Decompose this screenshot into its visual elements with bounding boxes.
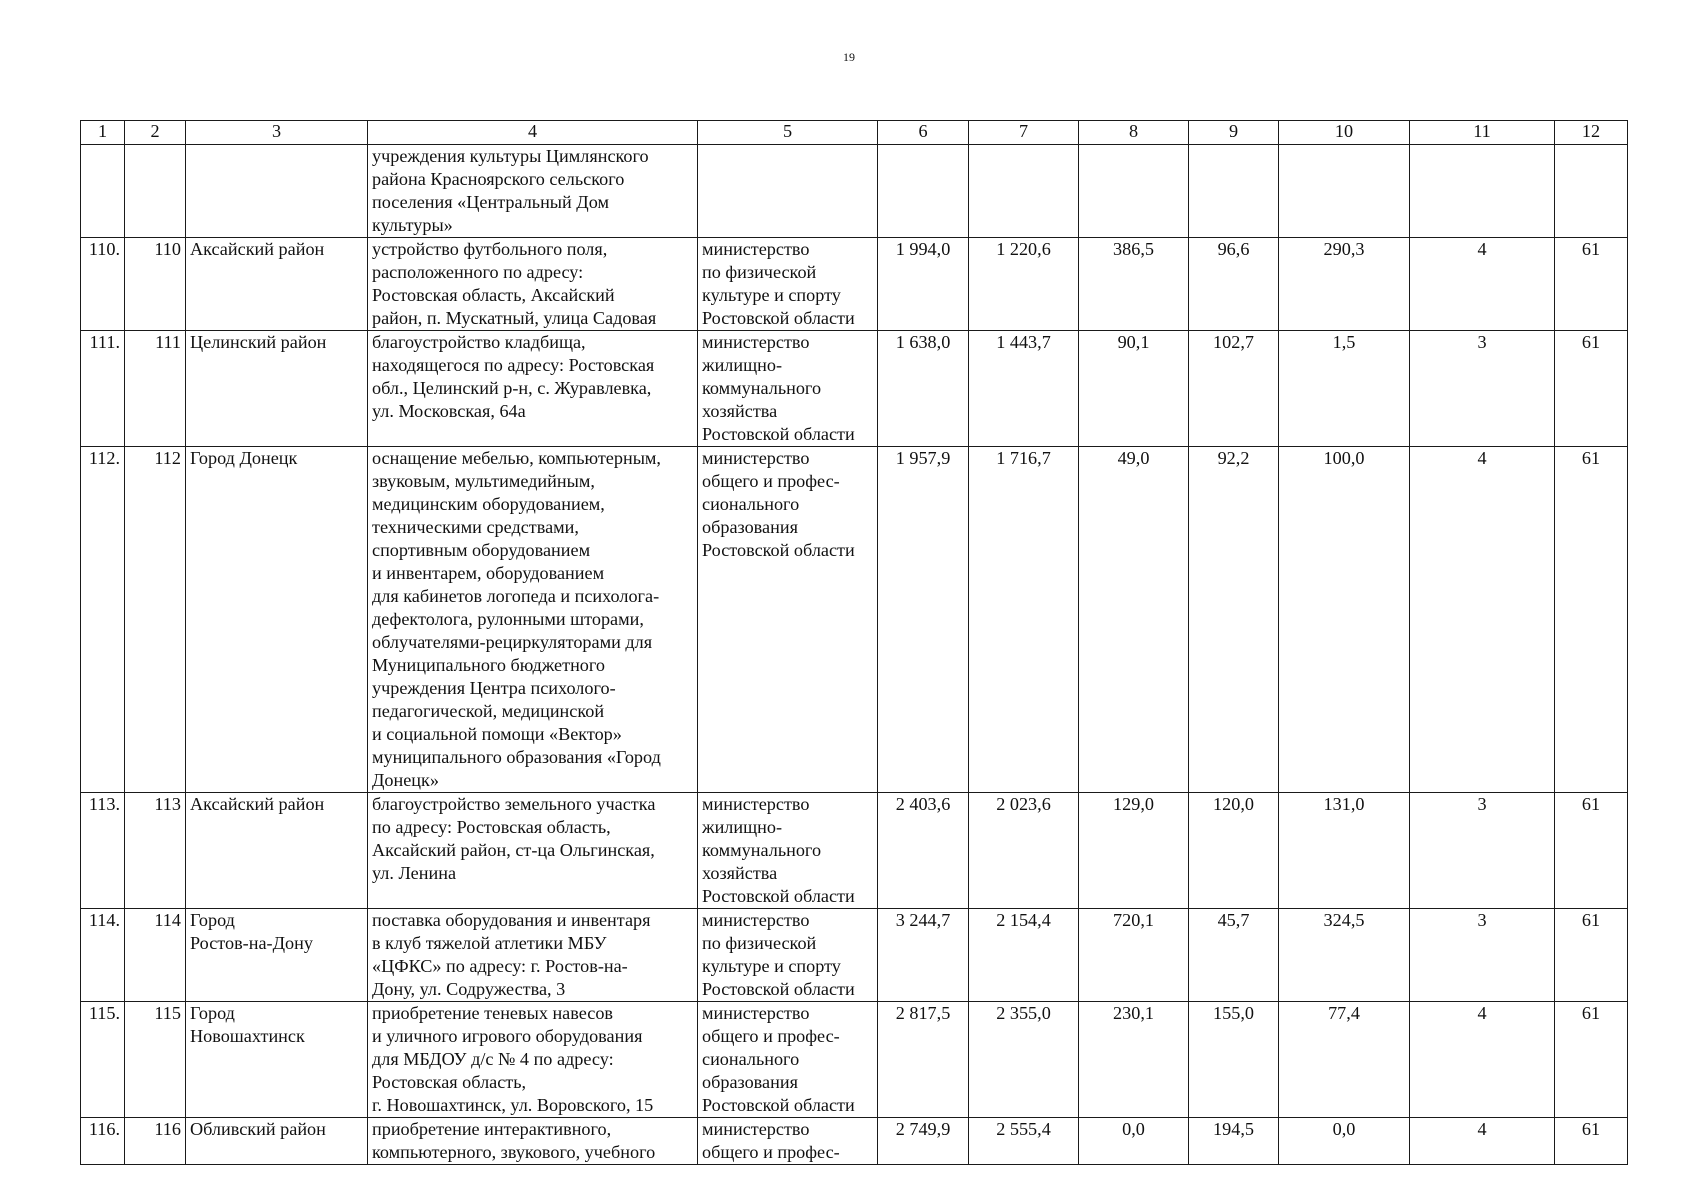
table-row bbox=[81, 909, 1628, 1002]
table-row bbox=[81, 793, 1628, 909]
row-index-cell: 116. bbox=[81, 1118, 125, 1165]
other-funding-cell: 324,5 bbox=[1279, 909, 1410, 1002]
municipality-cell: Город Ростов-на-Дону bbox=[186, 909, 368, 1002]
total-amount-cell: 1 957,9 bbox=[878, 447, 969, 793]
score-cell: 61 bbox=[1555, 1118, 1628, 1165]
table-row bbox=[81, 238, 1628, 331]
other-funding-cell: 131,0 bbox=[1279, 793, 1410, 909]
score-cell: 61 bbox=[1555, 793, 1628, 909]
total-amount-cell: 2 403,6 bbox=[878, 793, 969, 909]
municipality-cell: Город Донецк bbox=[186, 447, 368, 793]
extra-funding-cell: 194,5 bbox=[1189, 1118, 1279, 1165]
row-number-cell: 112 bbox=[125, 447, 186, 793]
project-description-cell: благоустройство земельного участка по адресу: Ростовская область, Аксайский район, ст-ца Ольгинская, ул. Ленина bbox=[368, 793, 698, 909]
row-number-cell: 111 bbox=[125, 331, 186, 447]
municipality-cell: Целинский район bbox=[186, 331, 368, 447]
row-index-cell: 111. bbox=[81, 331, 125, 447]
table-row bbox=[81, 1118, 1628, 1165]
total-amount-cell bbox=[878, 145, 969, 238]
row-index-cell bbox=[81, 145, 125, 238]
regional-budget-cell: 2 154,4 bbox=[969, 909, 1079, 1002]
extra-funding-cell: 96,6 bbox=[1189, 238, 1279, 331]
criteria-count-cell: 4 bbox=[1410, 1002, 1555, 1118]
local-budget-cell: 0,0 bbox=[1079, 1118, 1189, 1165]
project-description-cell: устройство футбольного поля, расположенного по адресу: Ростовская область, Аксайский район, п. Мускатный, улица Садовая bbox=[368, 238, 698, 331]
row-index-cell: 110. bbox=[81, 238, 125, 331]
total-amount-cell: 3 244,7 bbox=[878, 909, 969, 1002]
local-budget-cell: 90,1 bbox=[1079, 331, 1189, 447]
extra-funding-cell: 45,7 bbox=[1189, 909, 1279, 1002]
municipality-cell: Обливский район bbox=[186, 1118, 368, 1165]
local-budget-cell: 720,1 bbox=[1079, 909, 1189, 1002]
score-cell: 61 bbox=[1555, 909, 1628, 1002]
responsible-ministry-cell: министерство по физической культуре и спорту Ростовской области bbox=[698, 909, 878, 1002]
row-number-cell: 113 bbox=[125, 793, 186, 909]
regional-budget-cell: 1 443,7 bbox=[969, 331, 1079, 447]
responsible-ministry-cell bbox=[698, 145, 878, 238]
column-number: 5 bbox=[698, 121, 878, 145]
regional-budget-cell: 2 023,6 bbox=[969, 793, 1079, 909]
column-number-row bbox=[81, 121, 1628, 145]
local-budget-cell bbox=[1079, 145, 1189, 238]
local-budget-cell: 129,0 bbox=[1079, 793, 1189, 909]
total-amount-cell: 1 638,0 bbox=[878, 331, 969, 447]
total-amount-cell: 1 994,0 bbox=[878, 238, 969, 331]
project-description-cell: поставка оборудования и инвентаря в клуб тяжелой атлетики МБУ «ЦФКС» по адресу: г. Ростов-на- Дону, ул. Содружества, 3 bbox=[368, 909, 698, 1002]
extra-funding-cell bbox=[1189, 145, 1279, 238]
row-number-cell: 115 bbox=[125, 1002, 186, 1118]
other-funding-cell: 100,0 bbox=[1279, 447, 1410, 793]
criteria-count-cell bbox=[1410, 145, 1555, 238]
total-amount-cell: 2 817,5 bbox=[878, 1002, 969, 1118]
column-number: 6 bbox=[878, 121, 969, 145]
responsible-ministry-cell: министерство общего и профес- bbox=[698, 1118, 878, 1165]
table-row bbox=[81, 447, 1628, 793]
column-number: 9 bbox=[1189, 121, 1279, 145]
criteria-count-cell: 3 bbox=[1410, 793, 1555, 909]
column-number: 10 bbox=[1279, 121, 1410, 145]
criteria-count-cell: 4 bbox=[1410, 447, 1555, 793]
other-funding-cell: 0,0 bbox=[1279, 1118, 1410, 1165]
score-cell: 61 bbox=[1555, 447, 1628, 793]
regional-budget-cell bbox=[969, 145, 1079, 238]
row-index-cell: 114. bbox=[81, 909, 125, 1002]
funding-table bbox=[80, 120, 1628, 1165]
responsible-ministry-cell: министерство общего и профес- сионального образования Ростовской области bbox=[698, 447, 878, 793]
table-row bbox=[81, 145, 1628, 238]
criteria-count-cell: 4 bbox=[1410, 1118, 1555, 1165]
extra-funding-cell: 120,0 bbox=[1189, 793, 1279, 909]
other-funding-cell bbox=[1279, 145, 1410, 238]
regional-budget-cell: 1 220,6 bbox=[969, 238, 1079, 331]
municipality-cell: Аксайский район bbox=[186, 793, 368, 909]
score-cell bbox=[1555, 145, 1628, 238]
municipality-cell: Город Новошахтинск bbox=[186, 1002, 368, 1118]
column-number: 7 bbox=[969, 121, 1079, 145]
row-number-cell: 114 bbox=[125, 909, 186, 1002]
column-number: 4 bbox=[368, 121, 698, 145]
criteria-count-cell: 4 bbox=[1410, 238, 1555, 331]
table-row bbox=[81, 331, 1628, 447]
column-number: 11 bbox=[1410, 121, 1555, 145]
criteria-count-cell: 3 bbox=[1410, 331, 1555, 447]
row-index-cell: 115. bbox=[81, 1002, 125, 1118]
score-cell: 61 bbox=[1555, 331, 1628, 447]
responsible-ministry-cell: министерство общего и профес- сионального образования Ростовской области bbox=[698, 1002, 878, 1118]
project-description-cell: учреждения культуры Цимлянского района Красноярского сельского поселения «Центральный Дом культуры» bbox=[368, 145, 698, 238]
column-number: 12 bbox=[1555, 121, 1628, 145]
regional-budget-cell: 2 355,0 bbox=[969, 1002, 1079, 1118]
row-number-cell bbox=[125, 145, 186, 238]
column-number: 3 bbox=[186, 121, 368, 145]
column-number: 1 bbox=[81, 121, 125, 145]
extra-funding-cell: 102,7 bbox=[1189, 331, 1279, 447]
municipality-cell: Аксайский район bbox=[186, 238, 368, 331]
column-number: 8 bbox=[1079, 121, 1189, 145]
other-funding-cell: 77,4 bbox=[1279, 1002, 1410, 1118]
municipality-cell bbox=[186, 145, 368, 238]
local-budget-cell: 386,5 bbox=[1079, 238, 1189, 331]
score-cell: 61 bbox=[1555, 1002, 1628, 1118]
score-cell: 61 bbox=[1555, 238, 1628, 331]
extra-funding-cell: 92,2 bbox=[1189, 447, 1279, 793]
other-funding-cell: 1,5 bbox=[1279, 331, 1410, 447]
local-budget-cell: 230,1 bbox=[1079, 1002, 1189, 1118]
page-number: 19 bbox=[843, 50, 855, 64]
regional-budget-cell: 2 555,4 bbox=[969, 1118, 1079, 1165]
column-number: 2 bbox=[125, 121, 186, 145]
row-number-cell: 116 bbox=[125, 1118, 186, 1165]
total-amount-cell: 2 749,9 bbox=[878, 1118, 969, 1165]
responsible-ministry-cell: министерство жилищно- коммунального хозяйства Ростовской области bbox=[698, 793, 878, 909]
row-number-cell: 110 bbox=[125, 238, 186, 331]
regional-budget-cell: 1 716,7 bbox=[969, 447, 1079, 793]
row-index-cell: 113. bbox=[81, 793, 125, 909]
criteria-count-cell: 3 bbox=[1410, 909, 1555, 1002]
project-description-cell: приобретение интерактивного, компьютерного, звукового, учебного bbox=[368, 1118, 698, 1165]
project-description-cell: благоустройство кладбища, находящегося по адресу: Ростовская обл., Целинский р-н, с. Журавлевка, ул. Московская, 64а bbox=[368, 331, 698, 447]
project-description-cell: оснащение мебелью, компьютерным, звуковым, мультимедийным, медицинским оборудованием, техническими средствами, спортивным оборудованием и инвентарем, оборудованием для кабинетов логопеда и психолога- дефектолога, рулонными шторами, облучателями-рециркуляторами для Муниципального бюджетного учреждения Центра психолого- педагогической, медицинской и социальной помощи «Вектор» муниципального образования «Город Донецк» bbox=[368, 447, 698, 793]
row-index-cell: 112. bbox=[81, 447, 125, 793]
local-budget-cell: 49,0 bbox=[1079, 447, 1189, 793]
table-row bbox=[81, 1002, 1628, 1118]
project-description-cell: приобретение теневых навесов и уличного игрового оборудования для МБДОУ д/с № 4 по адресу: Ростовская область, г. Новошахтинск, ул. Воровского, 15 bbox=[368, 1002, 698, 1118]
other-funding-cell: 290,3 bbox=[1279, 238, 1410, 331]
responsible-ministry-cell: министерство жилищно- коммунального хозяйства Ростовской области bbox=[698, 331, 878, 447]
responsible-ministry-cell: министерство по физической культуре и спорту Ростовской области bbox=[698, 238, 878, 331]
extra-funding-cell: 155,0 bbox=[1189, 1002, 1279, 1118]
